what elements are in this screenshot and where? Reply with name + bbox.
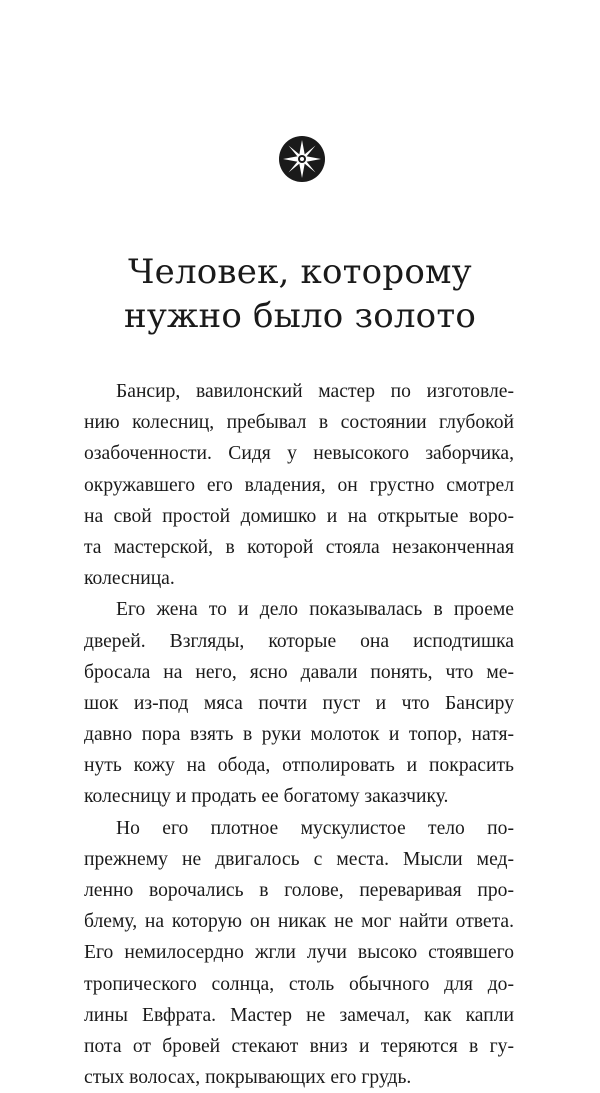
text-line: колесницу и продать ее богатому заказчику. xyxy=(84,786,449,808)
chapter-title xyxy=(60,250,540,338)
text-line: колесница. xyxy=(84,568,175,590)
text-line: Но его плотное мускулистое тело по- xyxy=(116,817,514,839)
text-line: Его немилосердно жгли лучи высоко стоявшего xyxy=(84,942,514,964)
compass-star-icon xyxy=(278,135,326,183)
text-line: Его жена то и дело показывалась в проеме xyxy=(116,599,514,621)
text-line: стых волосах, покрывающих его грудь. xyxy=(84,1067,412,1089)
text-line: блему, на которую он никак не мог найти ответа. xyxy=(84,911,514,933)
text-line: бросала на него, ясно давали понять, что ме- xyxy=(84,661,514,683)
text-line: шок из-под мяса почти пуст и что Бансиру xyxy=(84,692,514,714)
text-line: та мастерской, в которой стояла незаконченная xyxy=(84,536,514,558)
text-line: прежнему не двигалось с места. Мысли мед- xyxy=(84,848,514,870)
text-line: озабоченности. Сидя у невысокого заборчика, xyxy=(84,443,514,465)
text-line: давно пора взять в руки молоток и топор, натя- xyxy=(84,724,514,746)
text-line: нию колесниц, пребывал в состоянии глубокой xyxy=(84,412,514,434)
chapter-title-line-1: Человек, которому xyxy=(128,252,472,292)
text-line: ленно ворочались в голове, переваривая про- xyxy=(84,880,514,901)
text-line: пота от бровей стекают вниз и теряются в гу- xyxy=(84,1035,514,1057)
text-line: тропического солнца, столь обычного для до- xyxy=(84,973,514,995)
text-line: окружавшего его владения, он грустно смотрел xyxy=(84,474,514,496)
text-line: Бансир, вавилонский мастер по изготовле- xyxy=(116,381,514,402)
text-line: нуть кожу на обода, отполировать и покрасить xyxy=(84,755,514,777)
text-line: дверей. Взгляды, которые она исподтишка xyxy=(84,630,514,652)
chapter-title-line-2: нужно было золото xyxy=(123,296,477,336)
chapter-body xyxy=(84,376,514,1093)
text-line: на свой простой домишко и на открытые воро- xyxy=(84,505,514,527)
text-line: лины Евфрата. Мастер не замечал, как капли xyxy=(84,1004,514,1026)
